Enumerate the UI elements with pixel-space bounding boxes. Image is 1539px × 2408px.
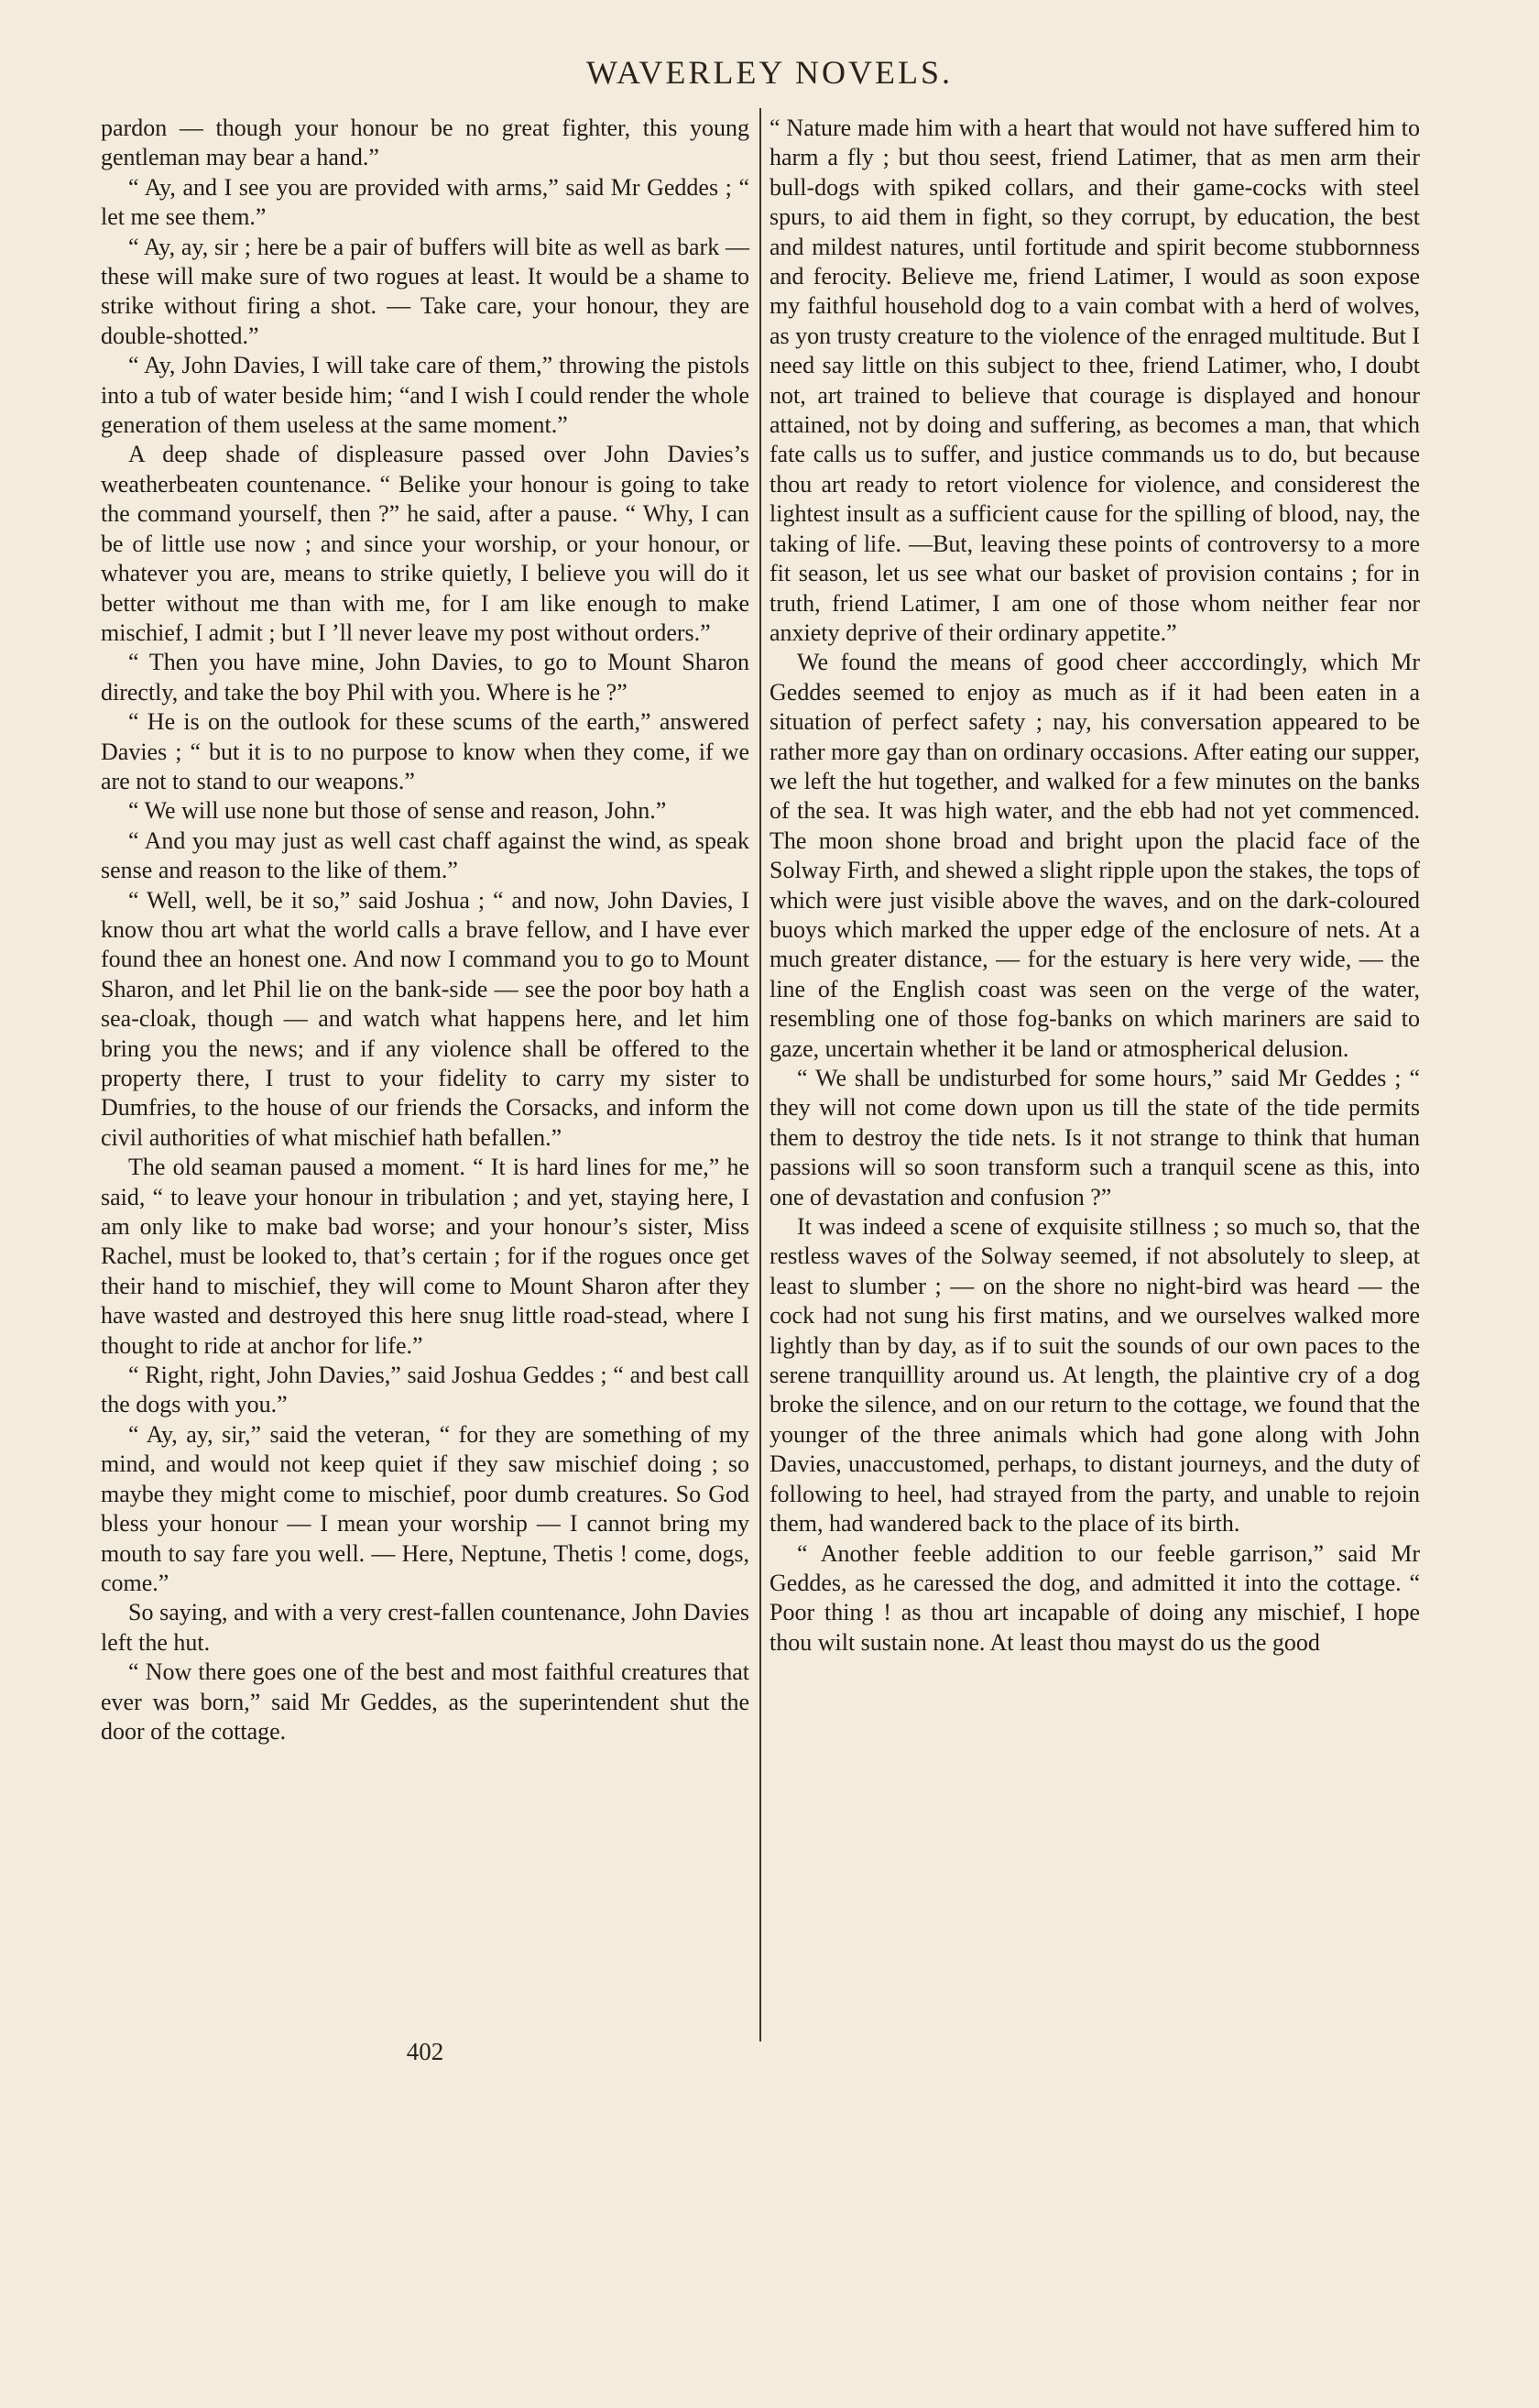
column-divider	[759, 108, 761, 2041]
right-text-column	[770, 114, 1420, 1658]
paragraph: A deep shade of displeasure passed over John Davies’s weatherbeaten countenance. “ Belike your honour is going to take the command yourself, then ?” he said, after a pause. “ Why, I can be of little use now ; and since your worship, or your honour, or whatever you are, means to strike quietly, I believe you will do it better without me than with me, for I am like enough to make mischief, I admit ; but I ’ll never leave my post without orders.”	[101, 441, 749, 646]
paragraph: “ Ay, ay, sir,” said the veteran, “ for they are something of my mind, and would not keep quiet if they saw mischief doing ; so maybe they might come to mischief, poor dumb creatures. So God bless your honour — I mean your worship — I cannot bring my mouth to say fare you well. — Here, Neptune, Thetis ! come, dogs, come.”	[101, 1420, 749, 1596]
paragraph: “ Ay, John Davies, I will take care of them,” throwing the pistols into a tub of water beside him; “and I wish I could render the whole generation of them useless at the same moment.”	[101, 352, 749, 439]
paragraph: “ Well, well, be it so,” said Joshua ; “ and now, John Davies, I know thou art what the world calls a brave fellow, and I have ever found thee an honest one. And now I command you to go to Mount Sharon, and let Phil lie on the bank-side — see the poor boy hath a sea-cloak, though — and watch what happens here, and let him bring you the news; and if any violence shall be offered to the property there, I trust to your fidelity to carry my sister to Dumfries, to the house of our friends the Corsacks, and inform the civil authorities of what mischief hath befallen.”	[101, 886, 749, 1151]
paragraph: “ Ay, and I see you are provided with arms,” said Mr Geddes ; “ let me see them.”	[101, 173, 749, 231]
paragraph: “ We will use none but those of sense and reason, John.”	[128, 797, 667, 825]
paragraph: “ Another feeble addition to our feeble garrison,” said Mr Geddes, as he caressed the dog, and admitted it into the cottage. “ Poor thing ! as thou art incapable of doing any mischief, I hope thou wilt sustain none. At least thou mayst do us the good	[770, 1539, 1420, 1656]
page-number: 402	[406, 2038, 444, 2065]
paragraph: We found the means of good cheer acccordingly, which Mr Geddes seemed to enjoy as much as if it had been eaten in a situation of perfect safety ; nay, his conversation appeared to be rather more gay than on ordinary occasions. After eating our supper, we left the hut together, and walked for a few minutes on the banks of the sea. It was high water, and the ebb had not yet commenced. The moon shone broad and bright upon the placid face of the Solway Firth, and shewed a slight ripple upon the stakes, the tops of which were just visible above the waves, and on the dark-coloured buoys which marked the upper edge of the enclosure of nets. At a much greater distance, — for the estuary is here very wide, — the line of the English coast was seen on the verge of the water, resembling one of those fog-banks on which mariners are said to gaze, uncertain whether it be land or atmospherical delusion.	[770, 649, 1420, 1062]
paragraph: “ Nature made him with a heart that would not have suffered him to harm a fly ; but thou seest, friend Latimer, that as men arm their bull-dogs with spiked collars, and their game-cocks with steel spurs, to aid them in fight, so they corrupt, by education, the best and mildest natures, until fortitude and spirit become stubbornness and ferocity. Believe me, friend Latimer, I would as soon expose my faithful household dog to a vain combat with a herd of wolves, as yon trusty creature to the violence of the enraged multitude. But I need say little on this subject to thee, friend Latimer, who, I doubt not, art trained to believe that courage is displayed and honour attained, not by doing and suffering, as becomes a man, that which fate calls us to suffer, and justice commands us to do, but because thou art ready to retort violence for violence, and considerest the lightest insult as a sufficient cause for the spilling of blood, nay, the taking of life. —But, leaving these points of controversy to a more fit season, let us see what our basket of provision contains ; for in truth, friend Latimer, I am one of those whom neither fear nor anxiety deprive of their ordinary appetite.”	[770, 115, 1420, 646]
paragraph: “ Right, right, John Davies,” said Joshua Geddes ; “ and best call the dogs with you.”	[101, 1362, 749, 1418]
paragraph: So saying, and with a very crest-fallen countenance, John Davies left the hut.	[101, 1599, 749, 1656]
paragraph: pardon — though your honour be no great fighter, this young gentleman may bear a hand.”	[101, 115, 749, 171]
paragraph: “ Ay, ay, sir ; here be a pair of buffers will bite as well as bark — these will make sure of two rogues at least. It would be a shame to strike without firing a shot. — Take care, your honour, they are double-shotted.”	[101, 233, 749, 349]
paragraph: The old seaman paused a moment. “ It is hard lines for me,” he said, “ to leave your honour in tribulation ; and yet, staying here, I am only like to make bad worse; and your honour’s sister, Miss Rachel, must be looked to, that’s certain ; for if the rogues once get their hand to mischief, they will come to Mount Sharon after they have wasted and destroyed this here snug little road-stead, where I thought to ride at anchor for life.”	[101, 1154, 749, 1359]
paragraph: “ He is on the outlook for these scums of the earth,” answered Davies ; “ but it is to no purpose to know when they come, if we are not to stand to our weapons.”	[101, 708, 749, 794]
paragraph: “ Then you have mine, John Davies, to go to Mount Sharon directly, and take the boy Phil with you. Where is he ?”	[101, 649, 749, 706]
paragraph: “ And you may just as well cast chaff against the wind, as speak sense and reason to the like of them.”	[101, 826, 749, 884]
running-head: WAVERLEY NOVELS.	[586, 54, 953, 91]
left-text-column	[101, 114, 749, 1746]
paragraph: “ Now there goes one of the best and most faithful creatures that ever was born,” said Mr Geddes, as the superintendent shut the door of the cottage.	[101, 1658, 749, 1745]
paragraph: “ We shall be undisturbed for some hours,” said Mr Geddes ; “ they will not come down upon us till the state of the tide permits them to destroy the tide nets. Is it not strange to think that human passions will so soon transform such a tranquil scene as this, into one of devastation and confusion ?”	[770, 1065, 1420, 1210]
paragraph: It was indeed a scene of exquisite stillness ; so much so, that the restless waves of the Solway seemed, if not absolutely to sleep, at least to slumber ; — on the shore no night-bird was heard — the cock had not sung his first matins, and we ourselves walked more lightly than by day, as if to suit the sounds of our own paces to the serene tranquillity around us. At length, the plaintive cry of a dog broke the silence, and on our return to the cottage, we found that the younger of the three animals which had gone along with John Davies, unaccustomed, perhaps, to distant journeys, and the duty of following to heel, had strayed from the party, and unable to rejoin them, had wandered back to the place of its birth.	[770, 1213, 1420, 1538]
